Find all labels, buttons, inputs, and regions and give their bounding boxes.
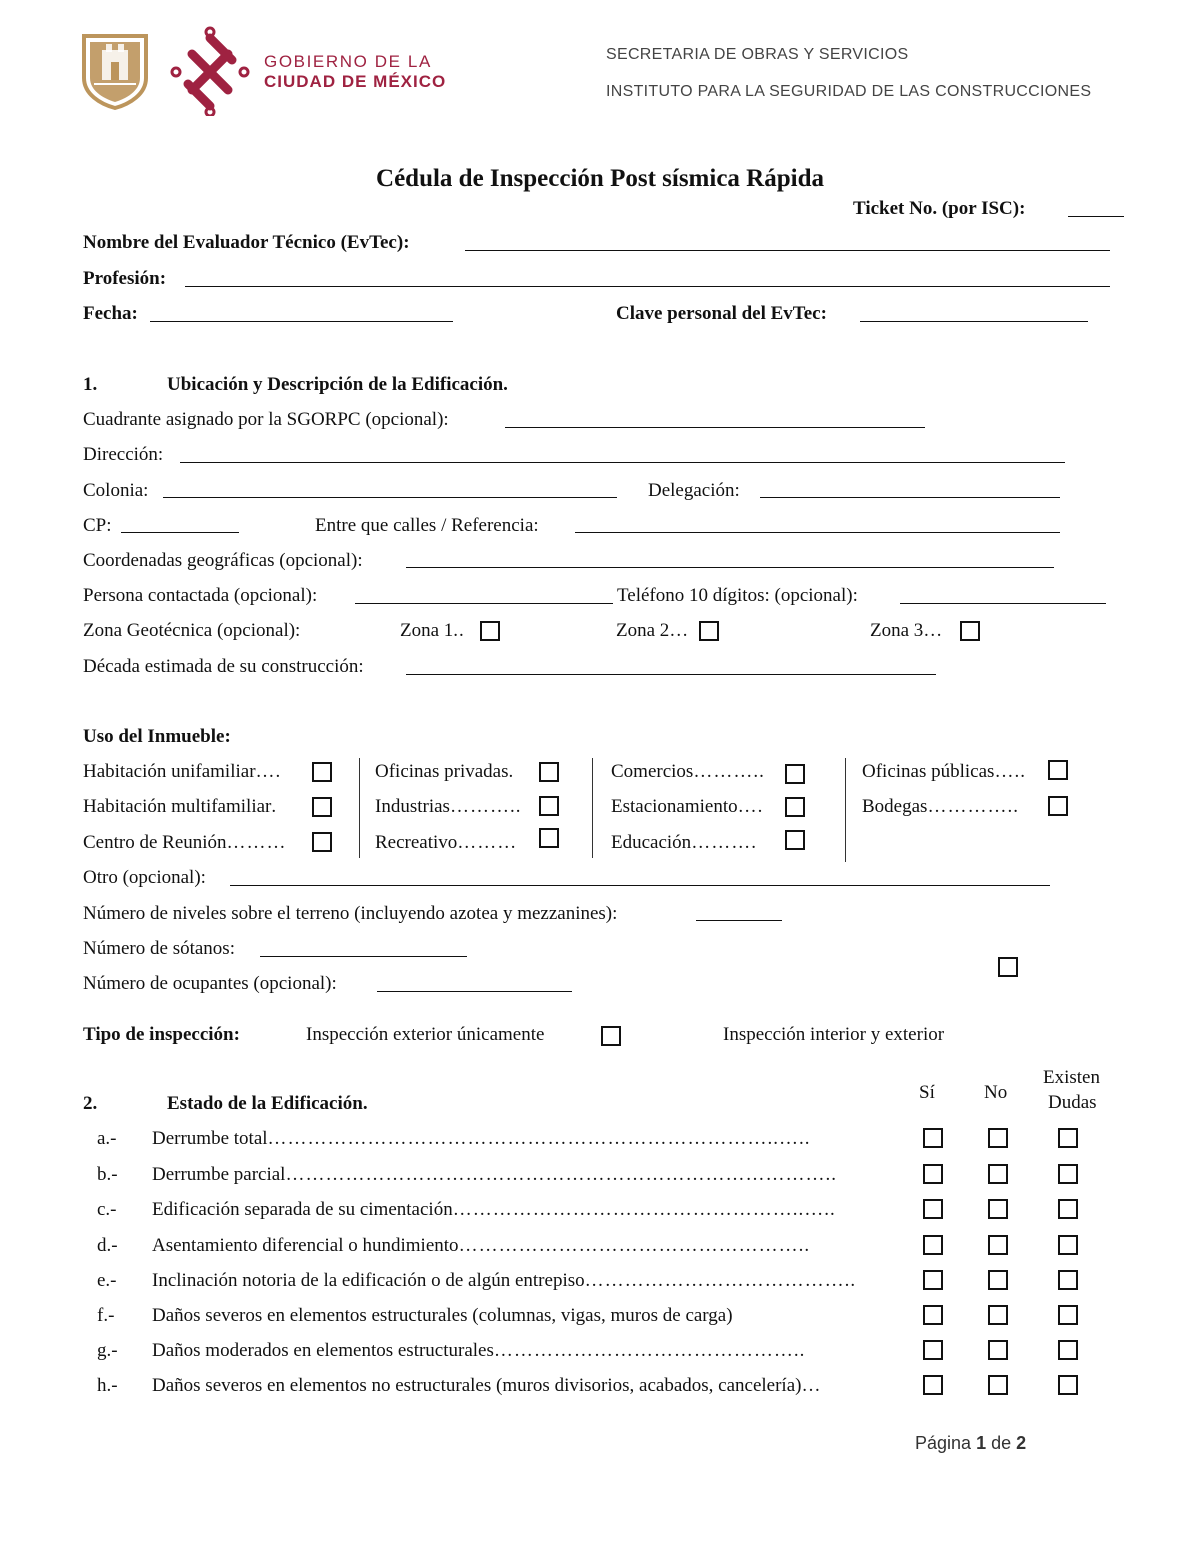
dot-leader: … xyxy=(801,1375,822,1396)
inspeccion-interior-checkbox[interactable] xyxy=(998,957,1018,977)
estado-dudas-checkbox[interactable] xyxy=(1058,1164,1078,1184)
clave-field[interactable] xyxy=(860,321,1088,322)
estado-item-letter: d.- xyxy=(97,1235,118,1256)
estado-item-letter: f.- xyxy=(97,1305,115,1326)
ocupantes-label: Número de ocupantes (opcional): xyxy=(83,973,337,994)
estado-no-checkbox[interactable] xyxy=(988,1235,1008,1255)
decada-label: Década estimada de su construcción: xyxy=(83,656,364,677)
zona2-label: Zona 2 xyxy=(616,620,670,641)
cdmx-emblem-icon xyxy=(170,26,250,116)
evaluator-name-label: Nombre del Evaluador Técnico (EvTec): xyxy=(83,232,410,253)
decada-field[interactable] xyxy=(406,674,936,675)
uso-bodegas-checkbox[interactable] xyxy=(1048,796,1068,816)
profesion-label: Profesión: xyxy=(83,268,167,289)
estado-item xyxy=(152,1128,917,1150)
clave-label: Clave personal del EvTec: xyxy=(616,303,827,324)
estado-no-checkbox[interactable] xyxy=(988,1164,1008,1184)
uso-estacionamiento: Estacionamiento…. xyxy=(611,796,764,817)
uso-habitacion-multifamiliar-checkbox[interactable] xyxy=(312,797,332,817)
estado-dudas-checkbox[interactable] xyxy=(1058,1375,1078,1395)
uso-option-label: Industrias xyxy=(375,796,450,817)
estado-si-checkbox[interactable] xyxy=(923,1199,943,1219)
delegacion-label: Delegación: xyxy=(648,480,740,501)
section1-title: Ubicación y Descripción de la Edificación. xyxy=(167,374,508,395)
inspeccion-exterior-checkbox[interactable] xyxy=(601,1026,621,1046)
coordenadas-label: Coordenadas geográficas (opcional): xyxy=(83,550,363,571)
estado-si-checkbox[interactable] xyxy=(923,1164,943,1184)
persona-label: Persona contactada (opcional): xyxy=(83,585,318,606)
dot-leader: …………………………………………….. xyxy=(458,1235,811,1256)
estado-item-text: Derrumbe parcial xyxy=(152,1164,286,1185)
zona3-option: Zona 3… xyxy=(870,620,944,641)
estado-item-text: Daños severos en elementos no estructurales (muros divisorios, acabados, cancelería) xyxy=(152,1375,802,1396)
ocupantes-field[interactable] xyxy=(377,991,572,992)
estado-item xyxy=(152,1340,917,1362)
column-divider xyxy=(592,758,593,858)
zona1-label: Zona 1 xyxy=(400,620,454,641)
estado-item-letter: h.- xyxy=(97,1375,118,1396)
uso-option-label: Estacionamiento xyxy=(611,796,738,817)
uso-industrias: Industrias……….. xyxy=(375,796,522,817)
uso-option-label: Bodegas xyxy=(862,796,928,817)
direccion-field[interactable] xyxy=(180,462,1065,463)
page-current: 1 xyxy=(976,1433,987,1453)
uso-option-label: Centro de Reunión xyxy=(83,832,227,853)
uso-title: Uso del Inmueble: xyxy=(83,726,231,747)
evaluator-name-field[interactable] xyxy=(465,250,1110,251)
estado-item-text: Derrumbe total xyxy=(152,1128,268,1149)
uso-estacionamiento-checkbox[interactable] xyxy=(785,797,805,817)
estado-item xyxy=(152,1305,917,1327)
persona-field[interactable] xyxy=(355,603,613,604)
zona1-checkbox[interactable] xyxy=(480,621,500,641)
dot-leader: ……………………………………….. xyxy=(493,1340,806,1361)
uso-oficinas-privadas-checkbox[interactable] xyxy=(539,762,559,782)
zona3-label: Zona 3 xyxy=(870,620,924,641)
colonia-label: Colonia: xyxy=(83,480,149,501)
estado-si-checkbox[interactable] xyxy=(923,1128,943,1148)
inspeccion-interior-label: Inspección interior y exterior xyxy=(723,1024,945,1045)
uso-comercios-checkbox[interactable] xyxy=(785,764,805,784)
uso-option-label: Oficinas privadas xyxy=(375,761,509,782)
estado-no-checkbox[interactable] xyxy=(988,1340,1008,1360)
estado-dudas-checkbox[interactable] xyxy=(1058,1340,1078,1360)
uso-option-label: Educación xyxy=(611,832,692,853)
telefono-label: Teléfono 10 dígitos: (opcional): xyxy=(617,585,858,606)
estado-dudas-checkbox[interactable] xyxy=(1058,1270,1078,1290)
col-header-dudas-1: Existen xyxy=(1043,1067,1100,1088)
estado-si-checkbox[interactable] xyxy=(923,1375,943,1395)
sotanos-label: Número de sótanos: xyxy=(83,938,235,959)
direccion-label: Dirección: xyxy=(83,444,164,465)
instituto-heading: INSTITUTO PARA LA SEGURIDAD DE LAS CONSTRUCCIONES xyxy=(606,83,1092,100)
column-divider xyxy=(845,758,846,862)
uso-option-label: Oficinas públicas xyxy=(862,761,995,782)
uso-educacion-checkbox[interactable] xyxy=(785,830,805,850)
colonia-field[interactable] xyxy=(163,497,617,498)
tipo-inspeccion-label: Tipo de inspección: xyxy=(83,1024,240,1045)
uso-habitacion-multifamiliar: Habitación multifamiliar. xyxy=(83,796,278,817)
uso-industrias-checkbox[interactable] xyxy=(539,796,559,816)
section1-number: 1. xyxy=(83,374,98,395)
estado-no-checkbox[interactable] xyxy=(988,1270,1008,1290)
coordenadas-field[interactable] xyxy=(406,567,1054,568)
col-header-no: No xyxy=(984,1082,1008,1103)
cuadrante-label: Cuadrante asignado por la SGORPC (opcional): xyxy=(83,409,449,430)
uso-recreativo-checkbox[interactable] xyxy=(539,828,559,848)
estado-item-text: Inclinación notoria de la edificación o de algún entrepiso xyxy=(152,1270,585,1291)
estado-si-checkbox[interactable] xyxy=(923,1235,943,1255)
page-of: de xyxy=(991,1433,1012,1453)
estado-no-checkbox[interactable] xyxy=(988,1375,1008,1395)
estado-dudas-checkbox[interactable] xyxy=(1058,1128,1078,1148)
telefono-field[interactable] xyxy=(900,603,1106,604)
fecha-label: Fecha: xyxy=(83,303,138,324)
secretaria-heading: SECRETARIA DE OBRAS Y SERVICIOS xyxy=(606,46,909,63)
ticket-field[interactable] xyxy=(1068,216,1124,217)
cp-label: CP: xyxy=(83,515,112,536)
estado-item xyxy=(152,1164,917,1186)
zona2-checkbox[interactable] xyxy=(699,621,719,641)
uso-option-label: Comercios xyxy=(611,761,694,782)
fecha-field[interactable] xyxy=(150,321,453,322)
cp-field[interactable] xyxy=(121,532,239,533)
dot-leader: ……………………………………………………………………….. xyxy=(285,1164,837,1185)
estado-item xyxy=(152,1375,917,1397)
profesion-field[interactable] xyxy=(185,286,1110,287)
cuadrante-field[interactable] xyxy=(505,427,925,428)
page-prefix: Página xyxy=(915,1433,972,1453)
zona2-option: Zona 2… xyxy=(616,620,690,641)
zona1-option: Zona 1.. xyxy=(400,620,465,641)
column-divider xyxy=(359,758,360,858)
estado-item-letter: b.- xyxy=(97,1164,118,1185)
niveles-label: Número de niveles sobre el terreno (incluyendo azotea y mezzanines): xyxy=(83,903,618,924)
col-header-dudas-2: Dudas xyxy=(1048,1092,1097,1113)
page-number xyxy=(915,1433,1026,1454)
estado-si-checkbox[interactable] xyxy=(923,1340,943,1360)
page-title: Cédula de Inspección Post sísmica Rápida xyxy=(376,165,824,192)
dot-leader: ………………………………….. xyxy=(584,1270,857,1291)
estado-item-letter: c.- xyxy=(97,1199,117,1220)
delegacion-field[interactable] xyxy=(760,497,1060,498)
section2-title: Estado de la Edificación. xyxy=(167,1093,368,1114)
uso-centro-reunion-checkbox[interactable] xyxy=(312,832,332,852)
otro-field[interactable] xyxy=(230,885,1050,886)
gov-name-line2: CIUDAD DE MÉXICO xyxy=(264,72,447,91)
uso-educacion: Educación………. xyxy=(611,832,757,853)
estado-item-text: Daños moderados en elementos estructurales xyxy=(152,1340,494,1361)
inspeccion-exterior-label: Inspección exterior únicamente xyxy=(306,1024,545,1045)
estado-item-text: Daños severos en elementos estructurales (columnas, vigas, muros de carga) xyxy=(152,1305,733,1326)
estado-no-checkbox[interactable] xyxy=(988,1128,1008,1148)
dot-leader: ……………………………………………..….. xyxy=(452,1199,836,1220)
dot-leader: …………………………………………………………………..….. xyxy=(267,1128,811,1149)
estado-item-letter: g.- xyxy=(97,1340,118,1361)
otro-label: Otro (opcional): xyxy=(83,867,206,888)
uso-centro-reunion: Centro de Reunión……… xyxy=(83,832,287,853)
sotanos-field[interactable] xyxy=(260,956,467,957)
estado-no-checkbox[interactable] xyxy=(988,1199,1008,1219)
gov-name-line1: GOBIERNO DE LA xyxy=(264,52,432,71)
uso-option-label: Habitación unifamiliar xyxy=(83,761,256,782)
uso-oficinas-publicas-checkbox[interactable] xyxy=(1048,760,1068,780)
uso-habitacion-unifamiliar: Habitación unifamiliar…. xyxy=(83,761,282,782)
estado-item-letter: e.- xyxy=(97,1270,117,1291)
uso-comercios: Comercios……….. xyxy=(611,761,765,782)
page-total: 2 xyxy=(1016,1433,1027,1453)
uso-habitacion-unifamiliar-checkbox[interactable] xyxy=(312,762,332,782)
estado-item-text: Asentamiento diferencial o hundimiento xyxy=(152,1235,459,1256)
coat-of-arms-logo xyxy=(80,32,150,110)
estado-item xyxy=(152,1199,917,1221)
uso-oficinas-privadas: Oficinas privadas. xyxy=(375,761,515,782)
section2-number: 2. xyxy=(83,1093,98,1114)
estado-item xyxy=(152,1270,917,1292)
niveles-field[interactable] xyxy=(696,920,782,921)
estado-item-text: Edificación separada de su cimentación xyxy=(152,1199,453,1220)
uso-oficinas-publicas: Oficinas públicas….. xyxy=(862,761,1026,782)
estado-si-checkbox[interactable] xyxy=(923,1305,943,1325)
entre-calles-field[interactable] xyxy=(575,532,1060,533)
estado-si-checkbox[interactable] xyxy=(923,1270,943,1290)
estado-dudas-checkbox[interactable] xyxy=(1058,1199,1078,1219)
estado-dudas-checkbox[interactable] xyxy=(1058,1235,1078,1255)
estado-item xyxy=(152,1235,917,1257)
ticket-label: Ticket No. (por ISC): xyxy=(853,198,1026,219)
uso-bodegas: Bodegas………….. xyxy=(862,796,1019,817)
uso-recreativo: Recreativo……… xyxy=(375,832,518,853)
estado-item-letter: a.- xyxy=(97,1128,117,1149)
col-header-si: Sí xyxy=(919,1082,935,1103)
zona-label: Zona Geotécnica (opcional): xyxy=(83,620,301,641)
entre-calles-label: Entre que calles / Referencia: xyxy=(315,515,539,536)
uso-option-label: Recreativo xyxy=(375,832,458,853)
estado-no-checkbox[interactable] xyxy=(988,1305,1008,1325)
zona3-checkbox[interactable] xyxy=(960,621,980,641)
estado-dudas-checkbox[interactable] xyxy=(1058,1305,1078,1325)
uso-option-label: Habitación multifamiliar xyxy=(83,796,272,817)
